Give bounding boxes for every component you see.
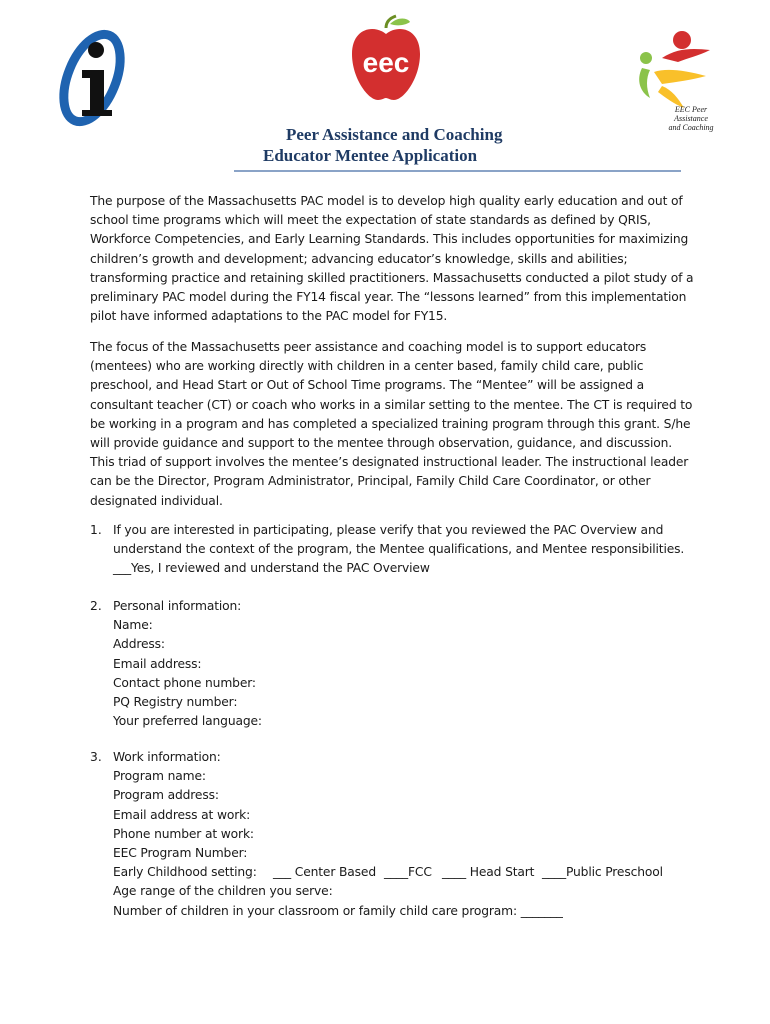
- work-email-field[interactable]: Email address at work:: [113, 807, 251, 822]
- overview-confirmation-field[interactable]: ___Yes, I reviewed and understand the PAC Overview: [113, 561, 430, 576]
- pac-logo-caption: [660, 105, 722, 132]
- paragraph-line: consultant teacher (CT) or coach who works in a similar setting to the mentee. The CT is required to: [90, 397, 693, 412]
- eec-program-number-field[interactable]: EEC Program Number:: [113, 846, 248, 861]
- paragraph-line: Workforce Competencies, and Early Learning Standards. This includes opportunities for maximizing: [90, 232, 689, 247]
- name-field[interactable]: Name:: [113, 618, 153, 633]
- question-1-number: 1.: [90, 523, 102, 537]
- center-based-option[interactable]: ___ Center Based: [273, 865, 377, 880]
- page-title-line1: Peer Assistance and Coaching: [286, 125, 503, 144]
- paragraph-line: will provide guidance and support to the mentee through observation, guidance, and discussion.: [90, 436, 673, 451]
- paragraph-line: children’s growth and development; advancing educator’s knowledge, skills and abilities;: [90, 251, 628, 266]
- pac-caption-line1: EEC Peer Assistance: [674, 105, 708, 123]
- program-name-field[interactable]: Program name:: [113, 769, 206, 784]
- question-2-personal-info: [113, 597, 262, 731]
- early-childhood-setting-row: [113, 863, 663, 882]
- title-divider: [234, 170, 681, 172]
- contact-phone-field[interactable]: Contact phone number:: [113, 675, 256, 690]
- intro-paragraph-focus: [90, 338, 715, 511]
- paragraph-line: pilot have informed adaptations to the PAC model for FY15.: [90, 309, 448, 324]
- head-start-option[interactable]: ____ Head Start: [442, 865, 535, 880]
- fcc-option[interactable]: ____FCC: [384, 865, 432, 880]
- paragraph-line: (mentees) who are working directly with children in a center based, family child care, public: [90, 359, 644, 374]
- section-heading: Work information:: [113, 750, 221, 764]
- program-address-field[interactable]: Program address:: [113, 788, 219, 803]
- question-1-verification: [113, 521, 684, 579]
- early-childhood-setting-label: Early Childhood setting:: [113, 865, 257, 880]
- address-field[interactable]: Address:: [113, 637, 165, 652]
- question-3-number: 3.: [90, 750, 102, 764]
- question-line: If you are interested in participating, please verify that you reviewed the PAC Overview and: [113, 523, 664, 537]
- paragraph-line: designated individual.: [90, 493, 223, 508]
- work-phone-field[interactable]: Phone number at work:: [113, 826, 254, 841]
- eec-logo-text: eec: [362, 47, 410, 78]
- public-preschool-option[interactable]: ____Public Preschool: [542, 865, 663, 880]
- paragraph-line: be working in a program and has completed a specialized training program through this grant. S/he: [90, 416, 691, 431]
- preferred-language-field[interactable]: Your preferred language:: [113, 714, 262, 729]
- intro-paragraph-purpose: [90, 192, 715, 326]
- paragraph-line: The purpose of the Massachusetts PAC model is to develop high quality early education and out of: [90, 194, 683, 208]
- paragraph-line: preschool, and Head Start or Out of School Time programs. The “Mentee” will be assigned a: [90, 378, 645, 393]
- page-title-line2: Educator Mentee Application: [263, 146, 478, 165]
- paragraph-line: preliminary PAC model during the FY14 fiscal year. The “lessons learned” from this implementation: [90, 290, 687, 305]
- i-logo: [52, 26, 130, 128]
- paragraph-line: The focus of the Massachusetts peer assistance and coaching model is to support educators: [90, 340, 647, 354]
- paragraph-line: school time programs which will meet the expectation of state standards as defined by QRIS,: [90, 213, 651, 228]
- question-2-number: 2.: [90, 599, 102, 613]
- pac-caption-line2: and Coaching: [668, 123, 714, 132]
- section-heading: Personal information:: [113, 599, 242, 613]
- eec-apple-logo: [346, 14, 426, 104]
- age-range-field[interactable]: Age range of the children you serve:: [113, 884, 333, 899]
- question-line: understand the context of the program, the Mentee qualifications, and Mentee responsibilities.: [113, 542, 685, 557]
- email-field[interactable]: Email address:: [113, 656, 202, 671]
- pq-registry-field[interactable]: PQ Registry number:: [113, 695, 238, 710]
- paragraph-line: This triad of support involves the mentee’s designated instructional leader. The instructional leader: [90, 455, 689, 470]
- paragraph-line: can be the Director, Program Administrator, Principal, Family Child Care Coordinator, or other: [90, 474, 651, 489]
- paragraph-line: transforming practice and retaining skilled practitioners. Massachusetts conducted a pilot study of a: [90, 270, 694, 285]
- number-of-children-field[interactable]: Number of children in your classroom or family child care program: _______: [113, 903, 563, 918]
- question-3-work-info: [113, 748, 663, 921]
